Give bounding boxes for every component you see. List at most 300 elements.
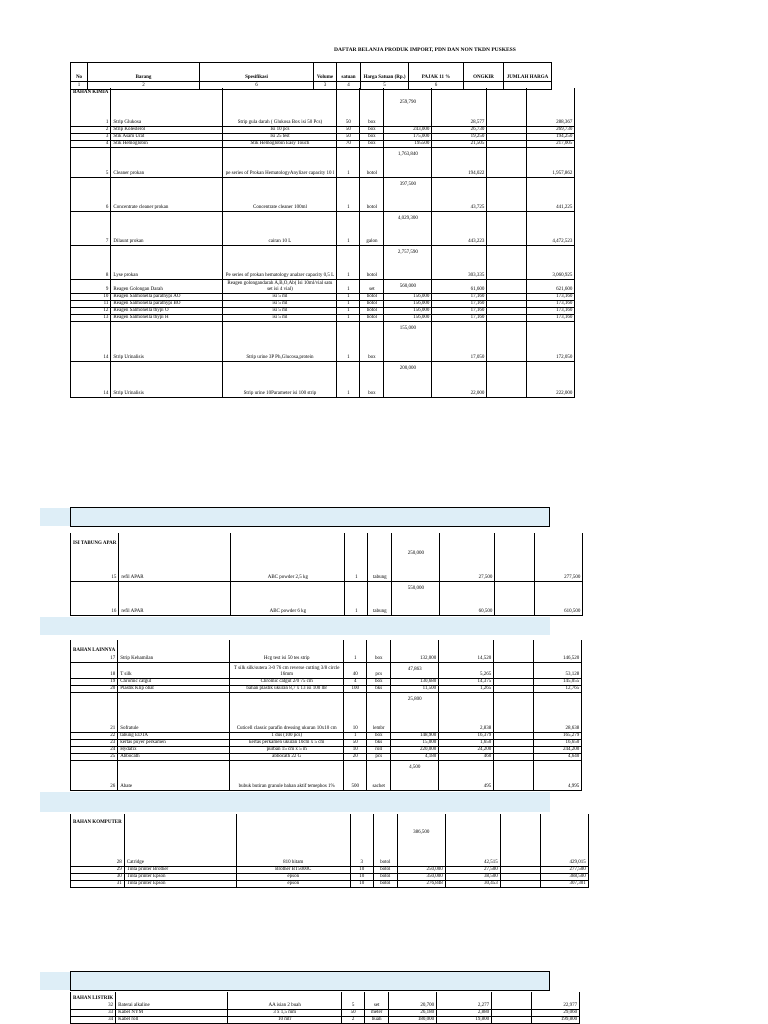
section-label-cell	[228, 992, 342, 1002]
cell-no: 15	[71, 547, 119, 581]
cell-ongkir	[494, 753, 534, 760]
cell-vol: 1	[337, 245, 360, 279]
cell-barang: Kabel NYM	[116, 1009, 228, 1016]
table-row	[71, 293, 575, 300]
section-label-cell	[236, 814, 350, 826]
section-label	[71, 814, 125, 826]
cell-jumlah: 172,050	[527, 321, 575, 361]
cell-harga: 155,000	[384, 321, 432, 361]
cell-no: 19	[71, 678, 118, 685]
separator-band	[40, 617, 550, 635]
cell-no: 24	[71, 746, 118, 753]
cell-spek: ABC powder 2,5 kg	[231, 547, 345, 581]
cell-spek: 3 x 1,5 mm	[228, 1009, 342, 1016]
cell-pajak: 42,515	[445, 826, 500, 866]
cell-sat: tabung	[368, 581, 392, 615]
cell-spek: ABC powder 6 kg	[231, 581, 345, 615]
cell-barang: Strip Glukosa	[111, 96, 223, 126]
table-row	[71, 746, 582, 753]
table-row	[71, 826, 589, 866]
cell-vol: 1	[337, 300, 360, 307]
cell-no: 7	[71, 211, 111, 245]
col-number: 4	[337, 82, 361, 90]
section-label-cell	[231, 533, 345, 547]
cell-pajak: 22,000	[432, 361, 487, 397]
cell-vol: 500	[344, 760, 367, 790]
cell-pajak: 43,725	[432, 177, 487, 211]
cell-pajak: 38,500	[445, 873, 500, 880]
header-ongkir: ONGKIR	[464, 63, 504, 82]
section-label-cell	[392, 533, 440, 547]
cell-harga: 250,000	[392, 547, 440, 581]
cell-spek: pe series of Prokan HematologyAnylizer capacity 10 l	[223, 147, 337, 177]
cell-spek: Brother BT5000C	[236, 866, 350, 873]
cell-sat: meter	[365, 1009, 389, 1016]
cell-no: 4	[71, 140, 111, 147]
table-row	[71, 300, 575, 307]
table-row	[71, 581, 583, 615]
header-pajak: PAJAK 11 %	[409, 63, 464, 82]
cell-barang: Tinta printer Brother	[124, 866, 236, 873]
header-barang: Barang	[88, 63, 200, 82]
cell-jumlah: 29,060	[532, 1009, 580, 1016]
cell-ongkir	[500, 866, 540, 873]
cell-sat: box	[367, 654, 391, 662]
cell-sat: bks	[367, 685, 391, 692]
cell-sat: pcs	[367, 662, 391, 678]
cell-sat: botol	[373, 826, 397, 866]
cell-jumlah: 165,279	[534, 732, 582, 739]
cell-sat: botol	[360, 314, 384, 321]
cell-vol: 50	[342, 1009, 365, 1016]
cell-vol: 3	[350, 826, 373, 866]
cell-vol: 10	[350, 866, 373, 873]
cell-ongkir	[487, 96, 527, 126]
section-label-cell	[350, 814, 373, 826]
table-row	[71, 140, 575, 147]
cell-vol: 20	[344, 753, 367, 760]
cell-spek: isi 5 ml	[223, 300, 337, 307]
cell-sat: box	[367, 732, 391, 739]
cell-no: 34	[71, 1016, 116, 1023]
section-label	[71, 533, 119, 547]
cell-ongkir	[494, 685, 534, 692]
cell-vol: 10	[350, 873, 373, 880]
table-row	[71, 866, 589, 873]
cell-jumlah: 621,600	[527, 279, 575, 293]
cell-spek: Strip urine 10Parameter isi 100 strip	[223, 361, 337, 397]
cell-ongkir	[487, 177, 527, 211]
cell-spek: isi 5 ml	[223, 314, 337, 321]
cell-pajak: 27,500	[445, 866, 500, 873]
cell-sat: buah	[365, 1016, 389, 1023]
section-table	[70, 640, 582, 791]
section-label-cell	[532, 992, 580, 1002]
cell-ongkir	[492, 1016, 532, 1023]
cell-no: 11	[71, 300, 111, 307]
cell-vol: 2	[342, 1016, 365, 1023]
cell-harga: 2,757,590	[384, 245, 432, 279]
cell-pajak: 28,577	[432, 96, 487, 126]
cell-jumlah: 441,225	[527, 177, 575, 211]
cell-no: 14	[71, 361, 111, 397]
cell-no: 5	[71, 147, 111, 177]
cell-jumlah: 244,200	[534, 746, 582, 753]
cell-jumlah: 173,160	[527, 307, 575, 314]
cell-sat: sachet	[367, 760, 391, 790]
cell-vol: 4	[344, 678, 367, 685]
cell-barang: Cleaner prokan	[111, 147, 223, 177]
section-label-cell	[397, 814, 445, 826]
cell-pajak: 2,880	[437, 1009, 492, 1016]
cell-vol: 1	[337, 307, 360, 314]
cell-vol: 100	[344, 685, 367, 692]
cell-no: 32	[71, 1002, 116, 1009]
cell-ongkir	[487, 245, 527, 279]
cell-pajak: 61,600	[432, 279, 487, 293]
cell-spek: epson	[236, 880, 350, 887]
col-number: 2	[88, 82, 200, 90]
col-number: 6	[409, 82, 464, 90]
cell-jumlah: 4,472,523	[527, 211, 575, 245]
section-label-cell	[527, 88, 575, 96]
cell-jumlah: 3,060,925	[527, 245, 575, 279]
table-row	[71, 307, 575, 314]
cell-no: 25	[71, 753, 118, 760]
cell-pajak: 495	[439, 760, 494, 790]
section-table	[70, 88, 575, 398]
cell-jumlah: 28,638	[534, 692, 582, 732]
cell-harga: 550,000	[392, 581, 440, 615]
section-label-cell	[368, 533, 392, 547]
section-label-cell	[389, 992, 437, 1002]
cell-jumlah: 217,005	[527, 140, 575, 147]
cell-no: 17	[71, 654, 118, 662]
cell-sat: box	[360, 96, 384, 126]
section-table	[70, 992, 580, 1024]
cell-spek: Strip gula darah ( Glukosa Box isi 50 Pcs)	[223, 96, 337, 126]
section-label-cell	[367, 640, 391, 654]
section-label	[71, 88, 111, 96]
cell-ongkir	[494, 760, 534, 790]
cell-jumlah: 277,500	[535, 547, 583, 581]
band-frame	[70, 971, 550, 991]
cell-barang: Reagen Salmonella thypi O	[111, 307, 223, 314]
section-label-cell	[384, 88, 432, 96]
cell-no: 30	[71, 873, 125, 880]
cell-harga: 20,700	[389, 1002, 437, 1009]
col-number: 6	[200, 82, 314, 90]
cell-vol: 1	[345, 581, 368, 615]
section-label-cell	[373, 814, 397, 826]
section-label-cell	[337, 88, 360, 96]
cell-vol: 1	[345, 547, 368, 581]
cell-barang: Chromic catgut	[118, 678, 230, 685]
cell-harga: 148,900	[391, 732, 439, 739]
table-row	[71, 126, 575, 133]
cell-no: 14	[71, 321, 111, 361]
cell-ongkir	[492, 1009, 532, 1016]
cell-spek: AA isian 2 buah	[228, 1002, 342, 1009]
section-label-cell	[391, 640, 439, 654]
cell-no: 22	[71, 732, 118, 739]
section-label-cell	[342, 992, 365, 1002]
cell-no: 33	[71, 1009, 116, 1016]
cell-pajak: 27,500	[440, 547, 495, 581]
cell-ongkir	[500, 873, 540, 880]
cell-sat: bks	[367, 739, 391, 746]
section-label-cell	[360, 88, 384, 96]
section-label-cell	[495, 533, 535, 547]
cell-spek: 810 hitam	[236, 826, 350, 866]
cell-ongkir	[494, 746, 534, 753]
cell-ongkir	[487, 307, 527, 314]
cell-vol: 1	[337, 211, 360, 245]
cell-sat: botol	[360, 245, 384, 279]
cell-barang: Concentrate cleaner prokan	[111, 177, 223, 211]
section-label	[71, 992, 116, 1002]
cell-spek: Isi 25 test	[223, 133, 337, 140]
cell-barang: Reagen Golongan Darah	[111, 279, 223, 293]
cell-barang: Baterai alkaline	[116, 1002, 228, 1009]
cell-spek: isi 5 ml	[223, 307, 337, 314]
section-label-cell	[437, 992, 492, 1002]
cell-no: 2	[71, 126, 111, 133]
section-label-cell	[535, 533, 583, 547]
cell-pajak: 21,505	[432, 140, 487, 147]
cell-jumlah: 388,500	[540, 873, 588, 880]
cell-barang: refil APAR	[119, 581, 231, 615]
section-label-cell	[119, 533, 231, 547]
cell-spek: T silk silk/sutera 3-0 76 cm reverse cutting 3/8 circle 16mm	[230, 662, 344, 678]
cell-no: 21	[71, 692, 118, 732]
cell-no: 1	[71, 96, 111, 126]
cell-pajak: 24,200	[439, 746, 494, 753]
cell-sat: botol	[360, 307, 384, 314]
cell-jumlah: 269,730	[527, 126, 575, 133]
cell-vol: 1	[337, 314, 360, 321]
cell-sat: box	[360, 126, 384, 133]
cell-barang: T silk	[118, 662, 230, 678]
section-table	[70, 814, 589, 888]
cell-pajak: 443,223	[432, 211, 487, 245]
cell-pajak: 2,838	[439, 692, 494, 732]
table-row	[71, 654, 582, 662]
cell-jumlah: 146,520	[534, 654, 582, 662]
cell-pajak: 5,265	[439, 662, 494, 678]
table-row	[71, 732, 582, 739]
cell-no: 9	[71, 279, 111, 293]
cell-harga: 11,500	[391, 685, 439, 692]
table-row	[71, 1009, 580, 1016]
cell-harga: 156,000	[384, 293, 432, 300]
cell-ongkir	[492, 1002, 532, 1009]
cell-vol: 10	[344, 746, 367, 753]
cell-barang: Dilaunt prokan	[111, 211, 223, 245]
cell-vol: 1	[344, 732, 367, 739]
cell-no: 3	[71, 133, 111, 140]
cell-sat: botol	[360, 300, 384, 307]
cell-barang: Abbocath	[118, 753, 230, 760]
cell-pajak: 14,520	[439, 654, 494, 662]
section-label-text: BAHAN LAINNYA	[73, 648, 116, 653]
cell-barang: Hydafix	[118, 746, 230, 753]
cell-pajak: 14,375	[439, 678, 494, 685]
section-label-cell	[445, 814, 500, 826]
section-label-cell	[116, 992, 228, 1002]
cell-barang: Lyse prokan	[111, 245, 223, 279]
cell-harga: 276,848	[397, 880, 445, 887]
cell-vol: 1	[337, 361, 360, 397]
section-label-cell	[111, 88, 223, 96]
table-row	[71, 547, 583, 581]
cell-barang: Strip Kehamilan	[118, 654, 230, 662]
table-row	[71, 678, 582, 685]
cell-spek: Isi 10 pcs	[223, 126, 337, 133]
band-frame	[70, 507, 550, 527]
cell-ongkir	[487, 300, 527, 307]
cell-no: 12	[71, 307, 111, 314]
cell-pajak: 1,265	[439, 685, 494, 692]
cell-ongkir	[487, 211, 527, 245]
cell-vol: 40	[344, 662, 367, 678]
cell-jumlah: 16,650	[534, 739, 582, 746]
cell-spek: kertas perkamen ukuran 10cm x 5 cm	[230, 739, 344, 746]
cell-vol: 1	[337, 293, 360, 300]
cell-vol: 10	[344, 692, 367, 732]
table-row	[71, 96, 575, 126]
section-label-cell	[124, 814, 236, 826]
cell-barang: Stik Asam Urat	[111, 133, 223, 140]
cell-no: 28	[71, 826, 125, 866]
table-row	[71, 692, 582, 732]
cell-pajak: 17,160	[432, 293, 487, 300]
cell-pajak: 1,650	[439, 739, 494, 746]
cell-harga: 156,000	[384, 314, 432, 321]
cell-vol: 5	[342, 1002, 365, 1009]
cell-pajak: 16,379	[439, 732, 494, 739]
cell-jumlah: 288,367	[527, 96, 575, 126]
section-label-cell	[432, 88, 487, 96]
cell-ongkir	[487, 126, 527, 133]
cell-sat: botol	[360, 177, 384, 211]
cell-ongkir	[494, 662, 534, 678]
section-label-cell	[440, 533, 495, 547]
header-harga-satuan: Harga Satuan (Rp.)	[361, 63, 409, 82]
cell-pajak: 26,730	[432, 126, 487, 133]
table-row	[71, 662, 582, 678]
cell-sat: botol	[360, 147, 384, 177]
cell-harga: 15,000	[391, 739, 439, 746]
cell-sat: pcs	[367, 753, 391, 760]
cell-barang: Catridge	[124, 826, 236, 866]
table-row	[71, 880, 589, 887]
section-label-cell	[492, 992, 532, 1002]
cell-spek: 10 mtr	[228, 1016, 342, 1023]
cell-ongkir	[494, 692, 534, 732]
section-label-text: BAHAN KIMIA	[73, 90, 109, 95]
cell-spek: bubuk butiran granule bahan aktif temephos 1%	[230, 760, 344, 790]
header-spesifikasi: Spesifikasi	[200, 63, 314, 82]
table-row	[71, 147, 575, 177]
cell-harga: 4,180	[391, 753, 439, 760]
cell-sat: box	[360, 133, 384, 140]
cell-barang: Tinta printer Epson	[124, 880, 236, 887]
cell-ongkir	[487, 293, 527, 300]
cell-spek: Cuticell classic parafin dressing ukuran 10x10 cm	[230, 692, 344, 732]
header-satuan: satuan	[337, 63, 361, 82]
cell-ongkir	[487, 147, 527, 177]
table-row	[71, 753, 582, 760]
cell-no: 20	[71, 685, 118, 692]
col-number: 1	[71, 82, 88, 90]
cell-barang: Strip Urinalisis	[111, 361, 223, 397]
cell-jumlah: 12,765	[534, 685, 582, 692]
cell-barang: Tinta printer Epson	[124, 873, 236, 880]
table-row	[71, 361, 575, 397]
cell-jumlah: 53,128	[534, 662, 582, 678]
cell-no: 16	[71, 581, 119, 615]
cell-jumlah: 222,000	[527, 361, 575, 397]
cell-harga: 4,500	[391, 760, 439, 790]
cell-harga: 156,000	[384, 307, 432, 314]
section-label-cell	[345, 533, 368, 547]
cell-vol: 50	[337, 96, 360, 126]
cell-vol: 1	[344, 654, 367, 662]
cell-barang: refil APAR	[119, 547, 231, 581]
cell-spek: Strip urine 3P Ph,Glucosa,protein	[223, 321, 337, 361]
cell-sat: botol	[373, 880, 397, 887]
cell-jumlah: 277,500	[540, 866, 588, 873]
cell-sat: set	[360, 279, 384, 293]
cell-jumlah: 307,301	[540, 880, 588, 887]
cell-pajak: 60,500	[440, 581, 495, 615]
cell-spek: epson	[236, 873, 350, 880]
cell-barang: Kabel roll	[116, 1016, 228, 1023]
table-row	[71, 279, 575, 293]
cell-vol: 50	[337, 133, 360, 140]
table-row	[71, 760, 582, 790]
cell-spek: Hcg test isi 50 tes strip	[230, 654, 344, 662]
cell-spek: Pe series of prokan hematology analzer capacity 0,5 L	[223, 245, 337, 279]
cell-harga: 47,863	[391, 662, 439, 678]
cell-harga: 560,000	[384, 279, 432, 293]
cell-pajak: 194,022	[432, 147, 487, 177]
cell-harga: 26,180	[389, 1009, 437, 1016]
cell-harga: 1,763,840	[384, 147, 432, 177]
cell-harga: 195500	[384, 140, 432, 147]
section-label-cell	[118, 640, 230, 654]
cell-sat: botol	[373, 873, 397, 880]
cell-ongkir	[494, 732, 534, 739]
cell-pajak: 17,160	[432, 307, 487, 314]
cell-spek: purban 15 cm x 5 m	[230, 746, 344, 753]
cell-barang: Strip Kolesterol	[111, 126, 223, 133]
cell-ongkir	[500, 880, 540, 887]
cell-spek: 1 dus (100 pcs)	[230, 732, 344, 739]
section-label-text: BAHAN KOMPUTER	[73, 820, 122, 825]
cell-harga: 250,000	[397, 866, 445, 873]
header-no: No	[71, 63, 88, 82]
table-row	[71, 321, 575, 361]
section-label-cell	[344, 640, 367, 654]
cell-spek: cairan 10 L	[223, 211, 337, 245]
cell-pajak: 303,335	[432, 245, 487, 279]
cell-no: 13	[71, 314, 111, 321]
cell-jumlah: 429,015	[540, 826, 588, 866]
cell-ongkir	[487, 361, 527, 397]
cell-pajak: 30,453	[445, 880, 500, 887]
